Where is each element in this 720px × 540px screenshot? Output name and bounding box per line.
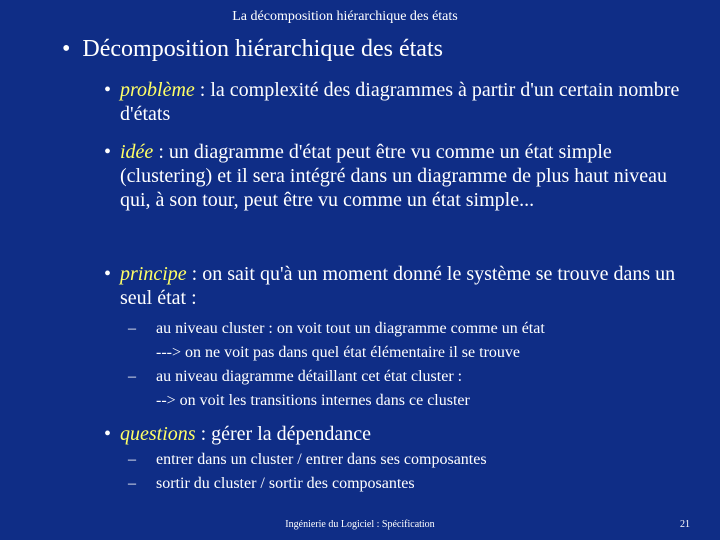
- dash-marker: –: [128, 475, 136, 492]
- point-text: : on sait qu'à un moment donné le système se trouve dans un seul état :: [120, 263, 676, 309]
- main-bullet-text: Décomposition hiérarchique des états: [82, 36, 443, 62]
- point-term: questions: [120, 423, 196, 445]
- principe-sub-item: [128, 365, 688, 413]
- point-term: principe: [120, 263, 187, 285]
- page-number: 21: [680, 519, 690, 530]
- point-text: : un diagramme d'état peut être vu comme un état simple (clustering) et il sera intégré dans un diagramme de plus haut niveau qui, à son tour, peut être vu comme un état simple...: [120, 141, 668, 211]
- slide-header: La décomposition hiérarchique des états: [232, 9, 458, 24]
- questions-sub-item: [128, 448, 688, 472]
- sub-item-line: au niveau diagramme détaillant cet état cluster :: [156, 368, 463, 385]
- dash-marker: –: [128, 320, 136, 337]
- bullet-dot: •: [104, 79, 112, 101]
- sub-item-line: au niveau cluster : on voit tout un diagramme comme un état: [156, 320, 545, 337]
- point-idee: [104, 140, 684, 212]
- point-text: : la complexité des diagrammes à partir d'un certain nombre d'états: [120, 79, 680, 125]
- footer-course-title: Ingénierie du Logiciel : Spécification: [285, 519, 435, 530]
- point-term: problème: [120, 79, 195, 101]
- sub-item-line: --> on voit les transitions internes dans ce cluster: [156, 392, 470, 409]
- point-probleme: [104, 78, 684, 126]
- sub-item-line: entrer dans un cluster / entrer dans ses composantes: [156, 451, 487, 468]
- dash-marker: –: [128, 451, 136, 468]
- sub-item-line: ---> on ne voit pas dans quel état élémentaire il se trouve: [156, 344, 521, 361]
- bullet-dot: •: [104, 141, 112, 163]
- bullet-dot: •: [104, 423, 112, 445]
- point-text: : gérer la dépendance: [195, 423, 372, 445]
- point-principe: [104, 262, 684, 310]
- main-bullet: [62, 36, 443, 63]
- sub-item-line: sortir du cluster / sortir des composantes: [156, 475, 415, 492]
- principe-sub-item: [128, 317, 688, 365]
- dash-marker: –: [128, 368, 136, 385]
- questions-sub-item: [128, 472, 688, 496]
- bullet-dot: •: [104, 263, 112, 285]
- bullet-dot: •: [62, 36, 83, 62]
- point-questions: [104, 422, 684, 446]
- point-term: idée: [120, 141, 154, 163]
